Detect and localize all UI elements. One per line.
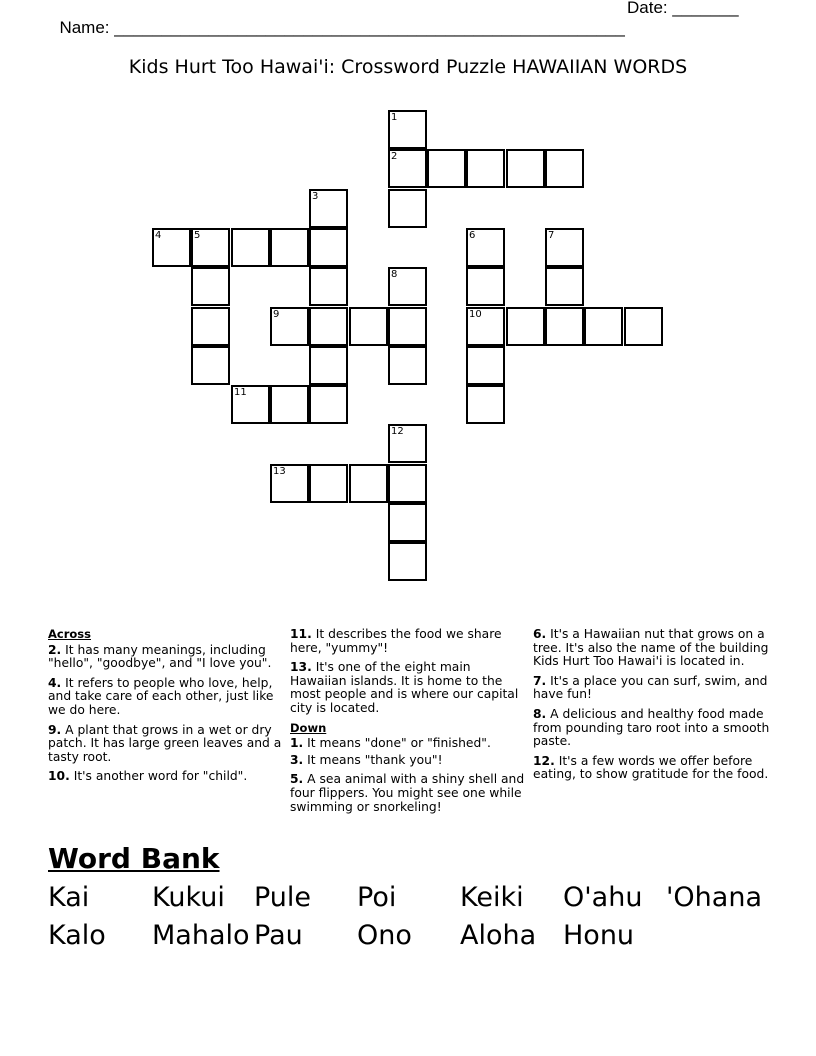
clue-down-6 [533, 628, 773, 669]
crossword-cell[interactable] [270, 385, 309, 424]
crossword-cell[interactable] [152, 228, 191, 267]
clue-column-3 [533, 628, 773, 788]
word-bank-word: Kalo [48, 920, 106, 951]
clue-number: 5. [290, 772, 304, 787]
cell-number: 4 [155, 230, 162, 241]
clue-number: 4. [48, 675, 62, 690]
cell-number: 5 [194, 230, 201, 241]
clue-number: 6. [533, 627, 547, 641]
clue-number: 2. [48, 642, 62, 657]
cell-number: 9 [273, 309, 280, 320]
clue-number: 10. [48, 769, 70, 784]
crossword-cell[interactable] [231, 228, 270, 267]
clue-down-12 [533, 755, 773, 782]
clue-text: A plant that grows in a wet or dry patch. It has large green leaves and a tasty root. [48, 722, 282, 764]
word-bank-word: Kai [48, 882, 90, 913]
cell-number: 1 [391, 112, 398, 123]
crossword-cell[interactable] [191, 307, 230, 346]
crossword-cell[interactable] [466, 346, 505, 385]
clue-column-1 [48, 628, 283, 790]
crossword-cell[interactable] [191, 346, 230, 385]
crossword-cell[interactable] [388, 267, 427, 306]
clue-number: 9. [48, 722, 62, 737]
crossword-cell[interactable] [309, 346, 348, 385]
crossword-cell[interactable] [309, 464, 348, 503]
cell-number: 2 [391, 151, 398, 162]
cell-number: 13 [273, 466, 286, 477]
clue-text: It's another word for "child". [73, 769, 248, 784]
crossword-cell[interactable] [388, 110, 427, 149]
crossword-cell[interactable] [545, 149, 584, 188]
crossword-cell[interactable] [349, 307, 388, 346]
crossword-cell[interactable] [231, 385, 270, 424]
crossword-cell[interactable] [545, 267, 584, 306]
crossword-cell[interactable] [466, 267, 505, 306]
crossword-cell[interactable] [309, 307, 348, 346]
word-bank-word: 'Ohana [666, 882, 762, 913]
clue-number: 8. [533, 706, 547, 721]
crossword-cell[interactable] [506, 149, 545, 188]
clue-down-8 [533, 708, 773, 749]
clue-number: 7. [533, 673, 547, 688]
clue-text: It refers to people who love, help, and take care of each other, just like we do here. [48, 675, 274, 717]
clue-across-13 [290, 661, 526, 715]
clue-text: It means "thank you"! [307, 752, 443, 767]
crossword-cell[interactable] [427, 149, 466, 188]
clue-number: 12. [533, 753, 555, 768]
word-bank-word: Aloha [460, 920, 537, 951]
clue-text: It describes the food we share here, "yummy"! [290, 627, 502, 655]
word-bank-word: Keiki [460, 882, 524, 913]
crossword-cell[interactable] [466, 149, 505, 188]
crossword-cell[interactable] [309, 189, 348, 228]
clue-across-9 [48, 724, 283, 765]
word-bank-word: Ono [357, 920, 412, 951]
crossword-cell[interactable] [466, 228, 505, 267]
cell-number: 6 [469, 230, 476, 241]
clue-across-2 [48, 644, 283, 671]
crossword-cell[interactable] [584, 307, 623, 346]
word-bank-word: Mahalo [152, 920, 250, 951]
word-bank-word: Poi [357, 882, 397, 913]
down-heading: Down [290, 720, 327, 735]
crossword-cell[interactable] [506, 307, 545, 346]
crossword-cell[interactable] [349, 464, 388, 503]
crossword-cell[interactable] [388, 464, 427, 503]
crossword-cell[interactable] [191, 228, 230, 267]
crossword-cell[interactable] [270, 228, 309, 267]
clue-text: It's a few words we offer before eating, to show gratitude for the food. [533, 753, 769, 782]
clue-across-11 [290, 628, 526, 655]
clue-across-4 [48, 677, 283, 718]
clue-text: It's a Hawaiian nut that grows on a tree. It's also the name of the building Kids Hurt Too Hawai'i is located in. [533, 627, 769, 669]
cell-number: 12 [391, 426, 404, 437]
crossword-cell[interactable] [388, 149, 427, 188]
cell-number: 11 [234, 387, 247, 398]
crossword-cell[interactable] [270, 464, 309, 503]
cell-number: 10 [469, 309, 482, 320]
clue-number: 1. [290, 736, 304, 751]
crossword-cell[interactable] [624, 307, 663, 346]
crossword-cell[interactable] [466, 385, 505, 424]
crossword-cell[interactable] [466, 307, 505, 346]
clue-down-3 [290, 754, 526, 768]
across-heading: Across [48, 627, 91, 641]
clue-down-1 [290, 737, 526, 751]
clue-across-10 [48, 770, 283, 784]
crossword-cell[interactable] [309, 228, 348, 267]
word-bank-word: Kukui [152, 882, 225, 913]
clue-down-5 [290, 773, 526, 814]
word-bank-word: Honu [563, 920, 635, 951]
clue-text: A delicious and healthy food made from pounding taro root into a smooth paste. [533, 706, 770, 749]
crossword-cell[interactable] [388, 189, 427, 228]
clue-number: 13. [290, 660, 312, 675]
word-bank-word: O'ahu [563, 882, 643, 913]
date-field-label[interactable]: Date: _______ [627, 0, 739, 17]
clue-number: 3. [290, 752, 304, 767]
clue-text: It means "done" or "finished". [307, 736, 491, 751]
word-bank-word: Pule [254, 882, 312, 913]
crossword-cell[interactable] [388, 346, 427, 385]
clue-text: It's one of the eight main Hawaiian islands. It is home to the most people and is where our capital city is located. [290, 660, 519, 715]
clue-number: 11. [290, 627, 312, 641]
crossword-cell[interactable] [388, 424, 427, 463]
cell-number: 7 [548, 230, 555, 241]
crossword-cell[interactable] [388, 503, 427, 542]
cell-number: 3 [312, 191, 319, 202]
crossword-cell[interactable] [309, 385, 348, 424]
clue-text: It's a place you can surf, swim, and have fun! [533, 673, 768, 702]
clue-column-2 [290, 628, 526, 820]
page-title: Kids Hurt Too Hawai'i: Crossword Puzzle HAWAIIAN WORDS [128, 56, 688, 78]
crossword-cell[interactable] [545, 228, 584, 267]
clue-down-7 [533, 675, 773, 702]
crossword-cell[interactable] [388, 542, 427, 581]
clue-text: It has many meanings, including "hello", "goodbye", and "I love you". [48, 642, 272, 671]
name-field-label[interactable]: Name: ______________________________________________________ [59, 18, 625, 37]
crossword-cell[interactable] [388, 307, 427, 346]
crossword-cell[interactable] [309, 267, 348, 306]
crossword-cell[interactable] [191, 267, 230, 306]
crossword-cell[interactable] [545, 307, 584, 346]
word-bank-word: Pau [254, 920, 303, 951]
clue-text: A sea animal with a shiny shell and four flippers. You might see one while swimming or snorkeling! [290, 772, 525, 814]
cell-number: 8 [391, 269, 398, 280]
word-bank-title: Word Bank [48, 842, 220, 875]
crossword-cell[interactable] [270, 307, 309, 346]
